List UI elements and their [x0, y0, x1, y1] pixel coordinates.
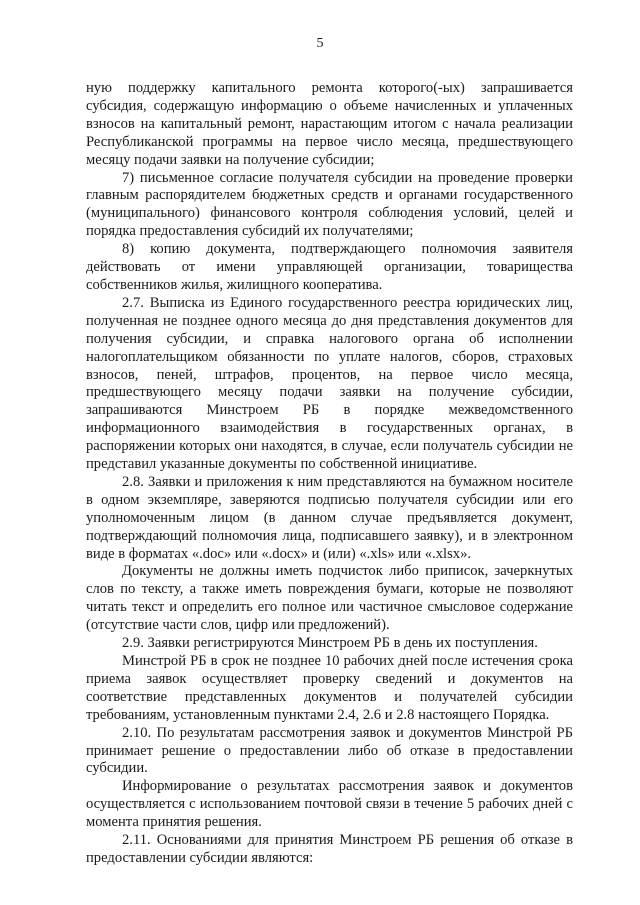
paragraph-2-11: 2.11. Основаниями для принятия Минстроем РБ решения об отказе в предоставлении субсидии являются:	[86, 832, 573, 866]
paragraph-2-8: 2.8. Заявки и приложения к ним представляются на бумажном носителе в одном экземпляре, заверяются подписью получателя субсидии или его уполномоченным лицом (в данном случае предъявляется документ, подтверждающий полномочия лица, подписавшего заявку), и в электронном виде в форматах «.doc» или «.docx» и (или) «.xls» или «.xlsx».	[86, 473, 573, 562]
body-text	[86, 80, 573, 868]
paragraph-documents-requirements: Документы не должны иметь подчисток либо приписок, зачеркнутых слов по тексту, а также иметь повреждения бумаги, которые не позволяют читать текст и определить его полное или частичное смысловое содержание (отсутствие части слов, цифр или предложений).	[86, 563, 573, 634]
paragraph-2-9: 2.9. Заявки регистрируются Минстроем РБ в день их поступления.	[122, 635, 538, 652]
page-number: 5	[316, 36, 324, 51]
paragraph-item-8: 8) копию документа, подтверждающего полномочия заявителя действовать от имени управляющей организации, товарищества собственников жилья, жилищного кооператива.	[86, 241, 573, 293]
paragraph-informing: Информирование о результатах рассмотрения заявок и документов осуществляется с использованием почтовой связи в течение 5 рабочих дней с момента принятия решения.	[86, 778, 573, 831]
paragraph-2-10: 2.10. По результатам рассмотрения заявок и документов Минстрой РБ принимает решение о предоставлении либо об отказе в предоставлении субсидии.	[86, 724, 573, 777]
paragraph-verification: Минстрой РБ в срок не позднее 10 рабочих дней после истечения срока приема заявок осуществляет проверку сведений и документов на соответствие представленных документов и получателей субсидии требованиям, установленным пунктами 2.4, 2.6 и 2.8 настоящего Порядка.	[86, 653, 573, 723]
paragraph-item-7: 7) письменное согласие получателя субсидии на проведение проверки главным распорядителем бюджетных средств и органами государственного (муниципального) финансового контроля соблюдения условий, целей и порядка предоставления субсидий их получателями;	[86, 169, 573, 240]
paragraph-continuation: ную поддержку капитального ремонта которого(-ых) запрашивается субсидия, содержащую информацию о объеме начисленных и уплаченных взносов на капитальный ремонт, нарастающим итогом с начала реализации Республиканской программы на первое число месяца, предшествующего месяцу подачи заявки на получение субсидии;	[86, 80, 573, 168]
paragraph-2-7: 2.7. Выписка из Единого государственного реестра юридических лиц, полученная не позднее одного месяца до дня представления документов для получения субсидии, и справка налогового органа об исполнении налогоплательщиком обязанности по уплате налогов, сборов, страховых взносов, пеней, штрафов, процентов, на первое число месяца, предшествующего месяцу подачи заявки на получение субсидии, запрашиваются Минстроем РБ в порядке межведомственного информационного взаимодействия в государственных органах, в распоряжении которых они находятся, в случае, если получатель субсидии не представил указанные документы по собственной инициативе.	[86, 294, 573, 473]
